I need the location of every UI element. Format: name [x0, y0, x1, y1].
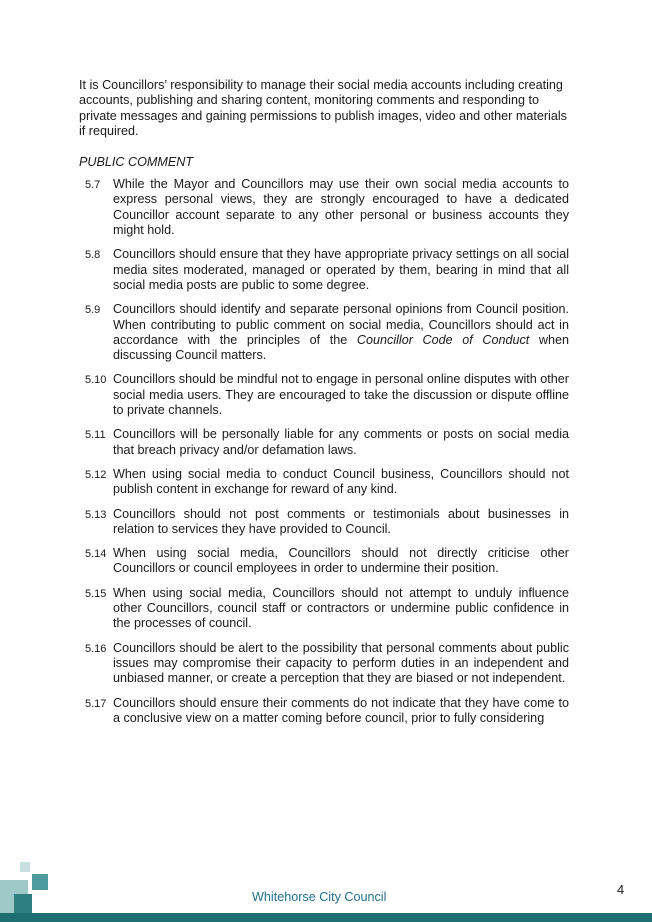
- clause-number: 5.7: [85, 179, 101, 192]
- clause-text: When using social media to conduct Council business, Councillors should not publish content in exchange for reward of any kind.: [113, 466, 569, 497]
- footer-decoration-square: [20, 862, 30, 872]
- clause-number: 5.12: [85, 468, 107, 481]
- clause-text: Councillors should be alert to the possibility that personal comments about public issues may compromise their capacity to perform duties in an independent and unbiased manner, or create a perception that they are biased or not independent.: [113, 640, 569, 686]
- clause-text: When using social media, Councillors should not attempt to unduly influence other Councillors, council staff or contractors or undermine public confidence in the processes of council.: [113, 585, 569, 631]
- footer-organisation: Whitehorse City Council: [252, 890, 387, 904]
- clause-number: 5.10: [85, 374, 107, 387]
- code-of-conduct-title: Councillor Code of Conduct: [356, 332, 530, 347]
- clause-5-11: [79, 427, 569, 458]
- clause-number: 5.16: [85, 642, 107, 655]
- clause-5-12: [79, 467, 569, 498]
- clause-text-part: Councillors should identify and separate personal opinions from Council position. When contributing to public comment on social media, Councillors should act in accordance with the principles of the: [113, 302, 569, 347]
- footer-decoration-square: [32, 874, 48, 890]
- clause-number: 5.14: [85, 548, 107, 561]
- footer-decoration-square: [14, 894, 32, 913]
- clause-text: Councillors should ensure that they have appropriate privacy settings on all social media sites moderated, managed or operated by them, bearing in mind that all social media posts are public to some degree.: [113, 247, 569, 292]
- page-number: 4: [617, 882, 625, 897]
- document-body: [79, 78, 569, 735]
- clause-number: 5.11: [85, 429, 106, 442]
- clause-number: 5.9: [85, 304, 101, 317]
- clause-number: 5.8: [85, 249, 101, 262]
- clause-5-7: [79, 177, 569, 238]
- section-heading: PUBLIC COMMENT: [79, 155, 194, 170]
- clause-number: 5.13: [85, 508, 107, 521]
- clause-text: Councillors will be personally liable for any comments or posts on social media that breach privacy and/or defamation laws.: [113, 427, 569, 457]
- clause-5-9: [79, 302, 569, 363]
- clause-5-16: [79, 641, 569, 687]
- clause-text: Councillors should ensure their comments do not indicate that they have come to a conclusive view on a matter coming before council, prior to fully considering: [113, 695, 569, 725]
- clause-5-17: [79, 696, 569, 727]
- clause-number: 5.15: [85, 587, 107, 600]
- clause-text: Councillors should not post comments or testimonials about businesses in relation to services they have provided to Council.: [113, 506, 569, 536]
- clause-text-part: when discussing Council matters.: [113, 332, 570, 363]
- clause-text: [113, 302, 569, 363]
- clause-number: 5.17: [85, 697, 107, 710]
- clause-text: When using social media, Councillors should not directly criticise other Councillors or council employees in order to undermine their position.: [113, 546, 569, 576]
- clause-5-13: [79, 507, 569, 538]
- clause-5-8: [79, 247, 569, 293]
- clause-5-14: [79, 546, 569, 577]
- clause-5-15: [79, 586, 569, 632]
- clause-text: While the Mayor and Councillors may use their own social media accounts to express personal views, they are strongly encouraged to have a dedicated Councillor account separate to any other personal or business accounts they might hold.: [113, 177, 569, 238]
- footer-bar: [0, 913, 652, 922]
- clause-text: Councillors should be mindful not to engage in personal online disputes with other social media users. They are encouraged to take the discussion or dispute offline to private channels.: [113, 372, 569, 418]
- intro-paragraph: It is Councillors’ responsibility to manage their social media accounts including creating accounts, publishing and sharing content, monitoring comments and responding to private messages and gaining permissions to publish images, video and other materials if required.: [79, 78, 567, 138]
- clause-5-10: [79, 372, 569, 418]
